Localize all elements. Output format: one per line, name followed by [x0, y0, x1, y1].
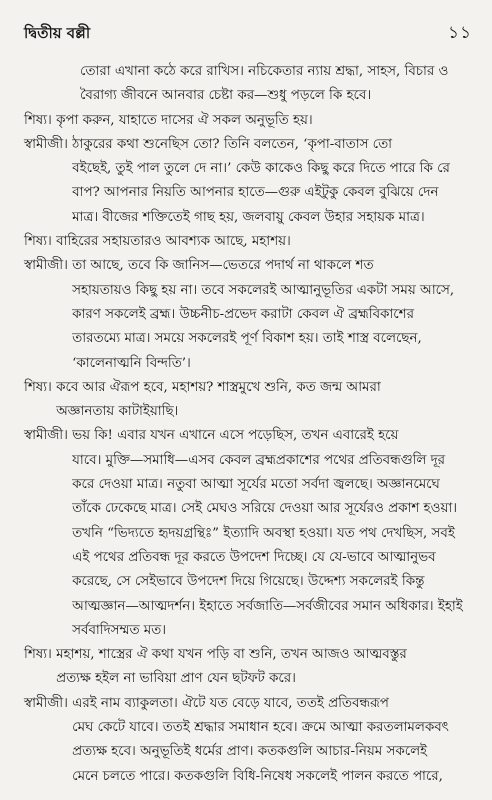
page-number: ১১	[447, 23, 472, 43]
text-line: তা আছে, তবে কি জানিস—ভেতরে পদার্থ না থাকলে শত	[72, 258, 374, 274]
text-line: কবে আর ঐরূপ হবে, মহাশয়? শাস্ত্রমুখে শুনি, কত জন্ম আমরা	[56, 379, 381, 395]
text-line: প্রত্যক্ষ হবে। অনুভূতিই ধর্মের প্রাণ। কতকগুলি আচার-নিয়ম সকলেই	[72, 744, 428, 760]
text-line: ঠাকুরের কথা শুনেছিস তো? তিনি বলতেন, ‘কৃপা-বাতাস তো	[72, 136, 393, 152]
text-line: বাপ? আপনার নিয়তি আপনার হাতে—গুরু এইটুকু কেবল বুঝিয়ে দেন	[72, 185, 439, 201]
text-line: তোরা এখানা কঠে করে রাখিস। নচিকেতার ন্যায় শ্রদ্ধা, সাহস, বিচার ও	[80, 64, 449, 79]
text-line: অজ্ঞানতায় কাটাইয়াছি।	[56, 404, 179, 420]
dialogue-paragraph	[24, 60, 472, 109]
speech-text	[56, 376, 472, 425]
speaker-label: স্বামীজী।	[24, 428, 73, 444]
dialogue-paragraph	[24, 254, 472, 375]
running-header	[24, 20, 472, 48]
text-line: সহায়তায়ও কিছু হয় না। তবে সকলেরই আত্মানুভূতির একটা সময় আসে,	[72, 282, 455, 298]
dialogue-paragraph	[24, 109, 472, 133]
dialogue-paragraph	[24, 230, 472, 254]
speaker-label: স্বামীজী।	[24, 258, 73, 274]
dialogue-paragraph	[24, 133, 472, 230]
body-text	[24, 60, 472, 789]
text-line: বৈরাগ্য জীবনে আনবার চেষ্টা কর—শুধু পড়লে কি হবে।	[80, 88, 372, 104]
text-line: করেছে, সে সেইভাবে উপদেশ দিয়ে গিয়েছে। উদ্দেশ্য সকলেরই কিন্তু	[72, 574, 425, 590]
text-line: তারতম্যে মাত্র। সময়ে সকলেরই পূর্ণ বিকাশ হয়। তাই শাস্ত্র বলেছেন,	[72, 331, 422, 347]
speaker-label: শিষ্য।	[24, 112, 57, 128]
text-line: যাবে। মুক্তি—সমাধি—এসব কেবল ব্রহ্মপ্রকাশের পথের প্রতিবন্ধগুলি দূর	[72, 452, 446, 468]
dialogue-paragraph	[24, 692, 472, 789]
text-line: মাত্র। বীজের শক্তিতেই গাছ হয়, জলবায়ু কেবল উহার সহায়ক মাত্র।	[72, 209, 425, 225]
speech-text	[56, 643, 472, 692]
text-line: বইছেই, তুই পাল তুলে দে না।’ কেউ কাকেও কিছু করে দিতে পারে কি রে	[72, 161, 450, 177]
text-line: প্রত্যক্ষ হইল না ভাবিয়া প্রাণ যেন ছটফট করে।	[56, 671, 296, 687]
dialogue-paragraph	[24, 376, 472, 425]
text-line: কারণ সকলেই ব্রহ্ম। উচ্চনীচ-প্রভেদ করাটা কেবল ঐ ব্রহ্মবিকাশের	[72, 306, 414, 322]
speaker-label: শিষ্য।	[24, 379, 57, 395]
speech-text	[72, 133, 472, 230]
speech-text	[72, 254, 472, 375]
speech-text	[72, 424, 472, 643]
text-line: বাহিরের সহায়তারও আবশ্যক আছে, মহাশয়।	[56, 234, 291, 250]
text-line: ভয় কি! এবার যখন এখানে এসে পড়েছিস, তখন এবারেই হয়ে	[72, 428, 399, 444]
text-line: আত্মজ্ঞান—আত্মদর্শন। ইহাতে সর্বজাতি—সর্বজীবের সমান অধিকার। ইহাই	[72, 598, 463, 614]
speaker-label: শিষ্য।	[24, 234, 57, 250]
speech-text	[80, 60, 472, 109]
speech-text	[56, 230, 472, 254]
speech-text	[72, 692, 472, 789]
text-line: সর্ববাদিসম্মত মত।	[72, 622, 167, 638]
text-line: কৃপা করুন, যাহাতে দাসের ঐ সকল অনুভূতি হয়।	[56, 112, 313, 128]
chapter-title: দ্বিতীয় বল্লী	[24, 24, 91, 42]
text-line: মহাশয়, শাস্ত্রের ঐ কথা যখন পড়ি বা শুনি, তখন আজও আত্মবস্তুর	[56, 647, 407, 663]
dialogue-paragraph	[24, 424, 472, 643]
text-line: মেঘ কেটে যাবে। ততই শ্রদ্ধার সমাধান হবে। ক্রমে আত্মা করতলামলকবৎ	[72, 720, 449, 736]
speaker-label: স্বামীজী।	[24, 136, 73, 152]
text-line: করে দেওয়া মাত্র। নতুবা আত্মা সূর্যের মতো সর্বদা জ্বলছে। অজ্ঞানমেঘে	[72, 477, 440, 493]
text-line: তখনি “ভিদ্যতে হৃদয়গ্রন্থিঃ” ইত্যাদি অবস্থা হওয়া। যত পথ দেখছিস, সবই	[72, 525, 455, 541]
speech-text	[56, 109, 472, 133]
dialogue-paragraph	[24, 643, 472, 692]
text-line: মেনে চলতে পারে। কতকগুলি বিধি-নিষেধ সকলেই পালন করতে পারে,	[72, 768, 443, 784]
text-line: এই পথের প্রতিবন্ধ দূর করতে উপদেশ দিচ্ছে। যে যে-ভাবে আত্মানুভব	[72, 549, 436, 565]
speaker-label: শিষ্য।	[24, 647, 57, 663]
speaker-label: স্বামীজী।	[24, 695, 73, 711]
text-line: ‘কালেনাত্মনি বিন্দতি’।	[72, 355, 191, 371]
text-line: এরই নাম ব্যাকুলতা। ঐটে যত বেড়ে যাবে, ততই প্রতিবন্ধরূপ	[72, 695, 389, 711]
text-line: তাঁকে ঢেকেছে মাত্র। সেই মেঘও সরিয়ে দেওয়া আর সূর্যেরও প্রকাশ হওয়া।	[72, 501, 458, 517]
